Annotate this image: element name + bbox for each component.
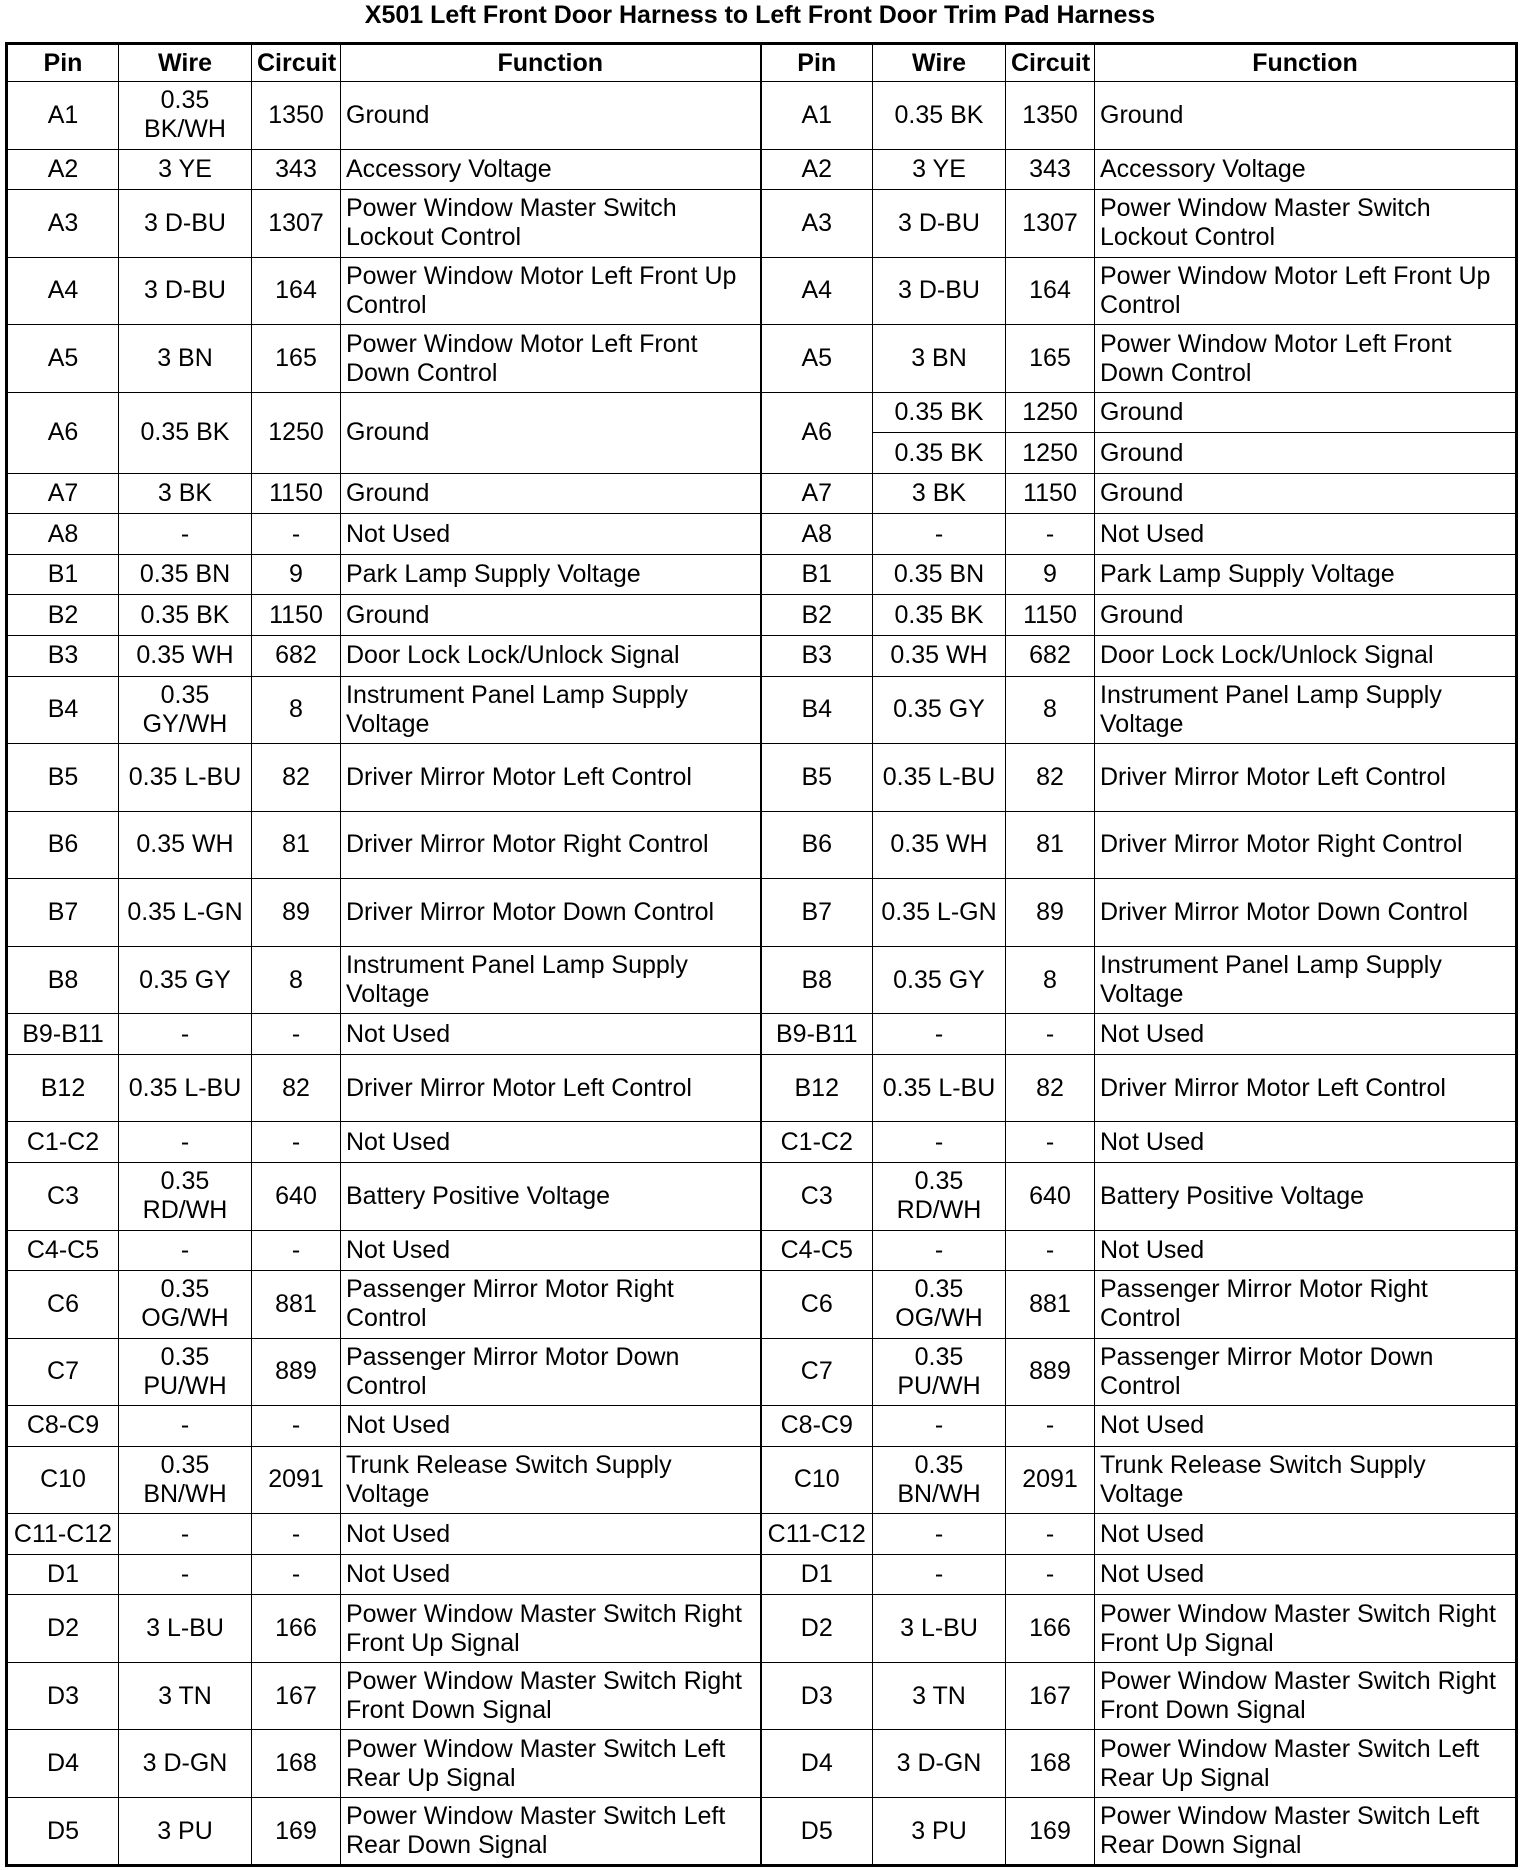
pin-cell: B8 xyxy=(7,946,119,1014)
wire-cell: 3 TN xyxy=(119,1662,252,1730)
circuit-cell: 1350 xyxy=(1006,82,1095,150)
table-row xyxy=(7,1730,1517,1798)
pin-cell: C7 xyxy=(761,1338,873,1406)
table-row xyxy=(7,1338,1517,1406)
pin-cell: C1-C2 xyxy=(761,1122,873,1163)
circuit-cell: 167 xyxy=(252,1662,341,1730)
table-row xyxy=(7,392,1517,433)
wire-cell: - xyxy=(119,1122,252,1163)
wire-cell: 0.35 BN/WH xyxy=(119,1446,252,1514)
function-cell: Power Window Motor Left Front Down Control xyxy=(1095,325,1517,393)
wire-cell: 0.35 PU/WH xyxy=(873,1338,1006,1406)
pin-cell: B7 xyxy=(761,879,873,947)
function-cell: Trunk Release Switch Supply Voltage xyxy=(341,1446,761,1514)
function-cell: Instrument Panel Lamp Supply Voltage xyxy=(341,946,761,1014)
wire-cell: 0.35 L-BU xyxy=(119,744,252,812)
function-cell: Park Lamp Supply Voltage xyxy=(1095,554,1517,595)
pin-cell: D2 xyxy=(7,1595,119,1663)
wire-cell: 0.35 BN/WH xyxy=(873,1446,1006,1514)
function-cell: Power Window Motor Left Front Up Control xyxy=(1095,257,1517,325)
function-cell: Power Window Motor Left Front Up Control xyxy=(341,257,761,325)
wire-cell: - xyxy=(119,1406,252,1447)
table-row xyxy=(7,1014,1517,1055)
table-row xyxy=(7,1595,1517,1663)
pin-cell: D4 xyxy=(7,1730,119,1798)
circuit-cell: 1150 xyxy=(252,595,341,636)
pin-cell: D1 xyxy=(761,1554,873,1595)
circuit-cell: 82 xyxy=(1006,744,1095,812)
wire-cell: 0.35 L-GN xyxy=(873,879,1006,947)
wire-cell: 0.35 BK xyxy=(873,82,1006,150)
function-cell: Not Used xyxy=(1095,1122,1517,1163)
function-cell: Ground xyxy=(1095,595,1517,636)
pin-cell: C6 xyxy=(7,1271,119,1339)
function-cell: Passenger Mirror Motor Right Control xyxy=(341,1271,761,1339)
circuit-cell: 1150 xyxy=(252,473,341,514)
column-header-function: Function xyxy=(341,44,761,82)
table-row xyxy=(7,473,1517,514)
circuit-cell: - xyxy=(1006,1230,1095,1271)
wire-cell: 0.35 BK xyxy=(873,595,1006,636)
circuit-cell: 8 xyxy=(252,946,341,1014)
function-cell: Instrument Panel Lamp Supply Voltage xyxy=(1095,946,1517,1014)
table-row xyxy=(7,1406,1517,1447)
function-cell: Power Window Master Switch Lockout Control xyxy=(341,190,761,258)
function-cell: Power Window Master Switch Right Front Down Signal xyxy=(341,1662,761,1730)
pin-cell: A8 xyxy=(761,514,873,555)
pin-cell: B1 xyxy=(7,554,119,595)
circuit-cell: 164 xyxy=(252,257,341,325)
table-row xyxy=(7,1662,1517,1730)
pin-cell: C10 xyxy=(761,1446,873,1514)
pin-cell: A5 xyxy=(7,325,119,393)
wire-cell: 0.35 WH xyxy=(873,635,1006,676)
circuit-cell: 82 xyxy=(252,744,341,812)
function-cell: Driver Mirror Motor Left Control xyxy=(1095,744,1517,812)
circuit-cell: 881 xyxy=(1006,1271,1095,1339)
function-cell: Door Lock Lock/Unlock Signal xyxy=(341,635,761,676)
circuit-cell: - xyxy=(1006,1554,1095,1595)
function-cell: Instrument Panel Lamp Supply Voltage xyxy=(1095,676,1517,744)
pin-cell: A2 xyxy=(761,149,873,190)
circuit-cell: 9 xyxy=(252,554,341,595)
table-row xyxy=(7,879,1517,947)
wire-cell: 0.35 BN xyxy=(873,554,1006,595)
pin-cell: B6 xyxy=(761,811,873,879)
function-cell: Ground xyxy=(1095,473,1517,514)
wire-cell: 0.35 RD/WH xyxy=(119,1162,252,1230)
wire-cell: 0.35 BK xyxy=(873,392,1006,433)
function-cell: Power Window Master Switch Right Front Up Signal xyxy=(1095,1595,1517,1663)
wire-cell: 0.35 WH xyxy=(873,811,1006,879)
column-header-pin: Pin xyxy=(7,44,119,82)
circuit-cell: - xyxy=(252,1014,341,1055)
harness-table xyxy=(5,42,1518,1867)
pin-cell: A2 xyxy=(7,149,119,190)
pin-cell: A6 xyxy=(761,392,873,473)
circuit-cell: 81 xyxy=(1006,811,1095,879)
column-header-pin: Pin xyxy=(761,44,873,82)
wire-cell: 0.35 WH xyxy=(119,635,252,676)
circuit-cell: 889 xyxy=(1006,1338,1095,1406)
function-cell: Ground xyxy=(1095,392,1517,433)
circuit-cell: 165 xyxy=(1006,325,1095,393)
wire-cell: 0.35 BK/WH xyxy=(119,82,252,150)
pin-cell: A5 xyxy=(761,325,873,393)
circuit-cell: 889 xyxy=(252,1338,341,1406)
function-cell: Ground xyxy=(1095,82,1517,150)
function-cell: Power Window Master Switch Left Rear Up Signal xyxy=(341,1730,761,1798)
wire-cell: 3 BN xyxy=(119,325,252,393)
wire-cell: 0.35 OG/WH xyxy=(119,1271,252,1339)
circuit-cell: 82 xyxy=(1006,1054,1095,1122)
wire-cell: - xyxy=(873,1514,1006,1555)
function-cell: Instrument Panel Lamp Supply Voltage xyxy=(341,676,761,744)
circuit-cell: 8 xyxy=(252,676,341,744)
function-cell: Not Used xyxy=(341,1014,761,1055)
circuit-cell: 8 xyxy=(1006,946,1095,1014)
table-row xyxy=(7,1122,1517,1163)
circuit-cell: 343 xyxy=(1006,149,1095,190)
table-row xyxy=(7,149,1517,190)
pin-cell: D5 xyxy=(761,1798,873,1866)
circuit-cell: - xyxy=(1006,514,1095,555)
function-cell: Trunk Release Switch Supply Voltage xyxy=(1095,1446,1517,1514)
table-row xyxy=(7,811,1517,879)
table-row xyxy=(7,1514,1517,1555)
pin-cell: A1 xyxy=(761,82,873,150)
wire-cell: 0.35 PU/WH xyxy=(119,1338,252,1406)
pin-cell: D2 xyxy=(761,1595,873,1663)
function-cell: Power Window Master Switch Right Front Up Signal xyxy=(341,1595,761,1663)
pin-cell: B12 xyxy=(761,1054,873,1122)
wire-cell: 0.35 BN xyxy=(119,554,252,595)
pin-cell: B12 xyxy=(7,1054,119,1122)
circuit-cell: 82 xyxy=(252,1054,341,1122)
table-body xyxy=(7,82,1517,1866)
function-cell: Not Used xyxy=(341,1554,761,1595)
circuit-cell: 89 xyxy=(1006,879,1095,947)
circuit-cell: 1150 xyxy=(1006,473,1095,514)
function-cell: Power Window Motor Left Front Down Control xyxy=(341,325,761,393)
circuit-cell: - xyxy=(1006,1406,1095,1447)
column-header-wire: Wire xyxy=(873,44,1006,82)
wire-cell: 3 D-BU xyxy=(873,190,1006,258)
function-cell: Not Used xyxy=(1095,1554,1517,1595)
table-row xyxy=(7,1162,1517,1230)
wire-cell: 3 L-BU xyxy=(119,1595,252,1663)
wire-cell: 3 BK xyxy=(119,473,252,514)
table-row xyxy=(7,676,1517,744)
circuit-cell: - xyxy=(252,514,341,555)
pin-cell: C4-C5 xyxy=(7,1230,119,1271)
wire-cell: 0.35 GY xyxy=(119,946,252,1014)
pin-cell: D3 xyxy=(7,1662,119,1730)
circuit-cell: 640 xyxy=(252,1162,341,1230)
wire-cell: 0.35 BK xyxy=(119,392,252,473)
wire-cell: 0.35 L-BU xyxy=(119,1054,252,1122)
wire-cell: 3 YE xyxy=(873,149,1006,190)
pin-cell: C11-C12 xyxy=(761,1514,873,1555)
circuit-cell: - xyxy=(1006,1514,1095,1555)
pin-cell: B8 xyxy=(761,946,873,1014)
wire-cell: - xyxy=(873,1122,1006,1163)
circuit-cell: 165 xyxy=(252,325,341,393)
wire-cell: 0.35 BK xyxy=(873,433,1006,474)
function-cell: Power Window Master Switch Lockout Control xyxy=(1095,190,1517,258)
pin-cell: B2 xyxy=(7,595,119,636)
wire-cell: - xyxy=(873,1230,1006,1271)
function-cell: Not Used xyxy=(341,1514,761,1555)
table-row xyxy=(7,514,1517,555)
circuit-cell: 169 xyxy=(1006,1798,1095,1866)
function-cell: Not Used xyxy=(1095,514,1517,555)
circuit-cell: - xyxy=(1006,1122,1095,1163)
table-row xyxy=(7,554,1517,595)
function-cell: Accessory Voltage xyxy=(1095,149,1517,190)
circuit-cell: 1250 xyxy=(1006,392,1095,433)
circuit-cell: - xyxy=(252,1554,341,1595)
circuit-cell: 881 xyxy=(252,1271,341,1339)
circuit-cell: 1250 xyxy=(252,392,341,473)
function-cell: Power Window Master Switch Left Rear Up Signal xyxy=(1095,1730,1517,1798)
table-row xyxy=(7,744,1517,812)
function-cell: Ground xyxy=(341,392,761,473)
wire-cell: 3 PU xyxy=(873,1798,1006,1866)
pin-cell: C4-C5 xyxy=(761,1230,873,1271)
wire-cell: 3 BN xyxy=(873,325,1006,393)
wire-cell: - xyxy=(119,1554,252,1595)
circuit-cell: - xyxy=(252,1230,341,1271)
function-cell: Battery Positive Voltage xyxy=(341,1162,761,1230)
wire-cell: 0.35 RD/WH xyxy=(873,1162,1006,1230)
function-cell: Driver Mirror Motor Left Control xyxy=(1095,1054,1517,1122)
pin-cell: C10 xyxy=(7,1446,119,1514)
table-row xyxy=(7,1798,1517,1866)
circuit-cell: - xyxy=(252,1514,341,1555)
function-cell: Not Used xyxy=(341,1122,761,1163)
table-row xyxy=(7,946,1517,1014)
pin-cell: C7 xyxy=(7,1338,119,1406)
circuit-cell: 2091 xyxy=(252,1446,341,1514)
function-cell: Ground xyxy=(1095,433,1517,474)
wire-cell: 0.35 L-GN xyxy=(119,879,252,947)
pin-cell: A4 xyxy=(761,257,873,325)
pin-cell: A7 xyxy=(7,473,119,514)
table-row xyxy=(7,1054,1517,1122)
wire-cell: - xyxy=(119,514,252,555)
table-row xyxy=(7,190,1517,258)
wire-cell: - xyxy=(873,1406,1006,1447)
wire-cell: 0.35 L-BU xyxy=(873,1054,1006,1122)
wire-cell: 3 TN xyxy=(873,1662,1006,1730)
wire-cell: 3 YE xyxy=(119,149,252,190)
pin-cell: B4 xyxy=(7,676,119,744)
circuit-cell: 169 xyxy=(252,1798,341,1866)
circuit-cell: 640 xyxy=(1006,1162,1095,1230)
pin-cell: B5 xyxy=(7,744,119,812)
circuit-cell: 1150 xyxy=(1006,595,1095,636)
table-row xyxy=(7,257,1517,325)
wire-cell: - xyxy=(873,1554,1006,1595)
wire-cell: 0.35 L-BU xyxy=(873,744,1006,812)
function-cell: Power Window Master Switch Right Front Down Signal xyxy=(1095,1662,1517,1730)
function-cell: Park Lamp Supply Voltage xyxy=(341,554,761,595)
function-cell: Ground xyxy=(341,595,761,636)
circuit-cell: 168 xyxy=(252,1730,341,1798)
pin-cell: B3 xyxy=(761,635,873,676)
pin-cell: D5 xyxy=(7,1798,119,1866)
circuit-cell: 682 xyxy=(252,635,341,676)
wire-cell: 3 D-GN xyxy=(873,1730,1006,1798)
column-header-wire: Wire xyxy=(119,44,252,82)
function-cell: Power Window Master Switch Left Rear Down Signal xyxy=(341,1798,761,1866)
circuit-cell: 166 xyxy=(1006,1595,1095,1663)
function-cell: Ground xyxy=(341,82,761,150)
circuit-cell: 164 xyxy=(1006,257,1095,325)
table-row xyxy=(7,325,1517,393)
circuit-cell: 2091 xyxy=(1006,1446,1095,1514)
pin-cell: C3 xyxy=(7,1162,119,1230)
wire-cell: - xyxy=(119,1514,252,1555)
function-cell: Passenger Mirror Motor Down Control xyxy=(1095,1338,1517,1406)
wire-cell: 3 L-BU xyxy=(873,1595,1006,1663)
function-cell: Not Used xyxy=(341,1230,761,1271)
function-cell: Door Lock Lock/Unlock Signal xyxy=(1095,635,1517,676)
wire-cell: 0.35 GY xyxy=(873,676,1006,744)
table-row xyxy=(7,1271,1517,1339)
wire-cell: 0.35 WH xyxy=(119,811,252,879)
pin-cell: A3 xyxy=(7,190,119,258)
page-title: X501 Left Front Door Harness to Left Front Door Trim Pad Harness xyxy=(364,1,1156,29)
circuit-cell: 1350 xyxy=(252,82,341,150)
circuit-cell: - xyxy=(1006,1014,1095,1055)
pin-cell: B4 xyxy=(761,676,873,744)
function-cell: Passenger Mirror Motor Down Control xyxy=(341,1338,761,1406)
circuit-cell: 1250 xyxy=(1006,433,1095,474)
header-row xyxy=(7,44,1517,82)
function-cell: Not Used xyxy=(1095,1514,1517,1555)
function-cell: Not Used xyxy=(1095,1230,1517,1271)
circuit-cell: 167 xyxy=(1006,1662,1095,1730)
wire-cell: - xyxy=(119,1014,252,1055)
pin-cell: D4 xyxy=(761,1730,873,1798)
function-cell: Driver Mirror Motor Right Control xyxy=(341,811,761,879)
circuit-cell: 1307 xyxy=(1006,190,1095,258)
pin-cell: C1-C2 xyxy=(7,1122,119,1163)
circuit-cell: 89 xyxy=(252,879,341,947)
column-header-circuit: Circuit xyxy=(1006,44,1095,82)
circuit-cell: 81 xyxy=(252,811,341,879)
pin-cell: A4 xyxy=(7,257,119,325)
table-row xyxy=(7,1230,1517,1271)
wire-cell: 3 D-GN xyxy=(119,1730,252,1798)
function-cell: Power Window Master Switch Left Rear Down Signal xyxy=(1095,1798,1517,1866)
pin-cell: B5 xyxy=(761,744,873,812)
table-row xyxy=(7,1446,1517,1514)
wire-cell: 0.35 OG/WH xyxy=(873,1271,1006,1339)
circuit-cell: - xyxy=(252,1122,341,1163)
function-cell: Ground xyxy=(341,473,761,514)
pin-cell: A7 xyxy=(761,473,873,514)
wire-cell: 3 D-BU xyxy=(119,190,252,258)
circuit-cell: 343 xyxy=(252,149,341,190)
wire-cell: 3 PU xyxy=(119,1798,252,1866)
wire-cell: - xyxy=(873,1014,1006,1055)
table-row xyxy=(7,635,1517,676)
column-header-circuit: Circuit xyxy=(252,44,341,82)
wire-cell: 0.35 GY/WH xyxy=(119,676,252,744)
pin-cell: A6 xyxy=(7,392,119,473)
pin-cell: B9-B11 xyxy=(761,1014,873,1055)
table-row xyxy=(7,595,1517,636)
function-cell: Not Used xyxy=(341,514,761,555)
function-cell: Driver Mirror Motor Down Control xyxy=(1095,879,1517,947)
pin-cell: B7 xyxy=(7,879,119,947)
pin-cell: B9-B11 xyxy=(7,1014,119,1055)
function-cell: Accessory Voltage xyxy=(341,149,761,190)
circuit-cell: 168 xyxy=(1006,1730,1095,1798)
pin-cell: A8 xyxy=(7,514,119,555)
wire-cell: 0.35 GY xyxy=(873,946,1006,1014)
pin-cell: C3 xyxy=(761,1162,873,1230)
pin-cell: D3 xyxy=(761,1662,873,1730)
pin-cell: B1 xyxy=(761,554,873,595)
wire-cell: 3 BK xyxy=(873,473,1006,514)
circuit-cell: 682 xyxy=(1006,635,1095,676)
column-header-function: Function xyxy=(1095,44,1517,82)
pin-cell: D1 xyxy=(7,1554,119,1595)
pin-cell: C6 xyxy=(761,1271,873,1339)
function-cell: Battery Positive Voltage xyxy=(1095,1162,1517,1230)
wire-cell: 3 D-BU xyxy=(873,257,1006,325)
pin-cell: C8-C9 xyxy=(7,1406,119,1447)
circuit-cell: 1307 xyxy=(252,190,341,258)
wire-cell: - xyxy=(873,514,1006,555)
table-row xyxy=(7,82,1517,150)
pin-cell: C8-C9 xyxy=(761,1406,873,1447)
circuit-cell: 9 xyxy=(1006,554,1095,595)
wire-cell: 3 D-BU xyxy=(119,257,252,325)
table-row xyxy=(7,1554,1517,1595)
function-cell: Not Used xyxy=(341,1406,761,1447)
function-cell: Driver Mirror Motor Right Control xyxy=(1095,811,1517,879)
function-cell: Not Used xyxy=(1095,1406,1517,1447)
pin-cell: B2 xyxy=(761,595,873,636)
pin-cell: C11-C12 xyxy=(7,1514,119,1555)
circuit-cell: 8 xyxy=(1006,676,1095,744)
circuit-cell: - xyxy=(252,1406,341,1447)
pin-cell: B6 xyxy=(7,811,119,879)
wire-cell: - xyxy=(119,1230,252,1271)
function-cell: Driver Mirror Motor Left Control xyxy=(341,744,761,812)
pin-cell: A1 xyxy=(7,82,119,150)
pin-cell: A3 xyxy=(761,190,873,258)
wire-cell: 0.35 BK xyxy=(119,595,252,636)
function-cell: Not Used xyxy=(1095,1014,1517,1055)
pin-cell: B3 xyxy=(7,635,119,676)
function-cell: Driver Mirror Motor Left Control xyxy=(341,1054,761,1122)
function-cell: Passenger Mirror Motor Right Control xyxy=(1095,1271,1517,1339)
circuit-cell: 166 xyxy=(252,1595,341,1663)
function-cell: Driver Mirror Motor Down Control xyxy=(341,879,761,947)
